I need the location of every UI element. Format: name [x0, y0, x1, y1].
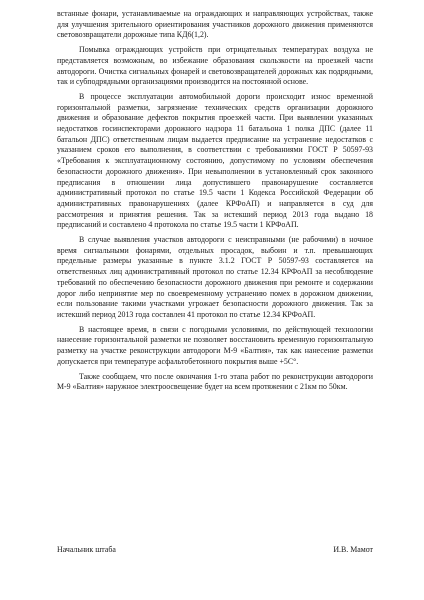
paragraph-street-lighting: Также сообщаем, что после окончания 1-го этапа работ по реконструкции автодороги М-9 «Балтия» наружное электроосвещение будет на всем протяжении с 21км по 50км. [57, 371, 373, 392]
paragraph-marking-wear: В процессе эксплуатации автомобильной дороги происходит износ временной горизонтальной разметки, загрязнение технических средств организации дорожного движения и образование дефектов покрытия проезжей части. При выявлении указанных недостатков госинспекторами дорожного надзора 11 батальона 1 полка ДПС (далее 11 батальон ДПС) ответственным лицам выдается предписание на устранение недостатков с указанием сроков его выполнения, в соответствии с требованиями ГОСТ Р 50597-93 «Требования к эксплуатационному состоянию, допустимому по условиям обеспечения безопасности дорожного движения». При невыполнении в установленный срок законного предписания в отношении лица допустившего правонарушение составляется административный протокол по статье 19.5 части 1 Кодекса Российской Федерации об административных правонарушениях (далее КРФоАП) и направляется в суд для рассмотрения и принятия решения. Так за истекший период 2013 года выдано 18 предписаний и составлено 4 протокола по статье 19.5 части 1 КРФоАП. [57, 91, 373, 230]
paragraph-lighting-devices: встанные фонари, устанавливаемые на ограждающих и направляющих устройствах, также для улучшения зрительного ориентирования участников дорожного движения применяются световозвращатели дорожные типа КД6(1,2). [57, 9, 373, 40]
signature-block [57, 544, 373, 556]
signature-name: И.В. Мамот [333, 545, 373, 554]
document-body [57, 9, 373, 393]
paragraph-weather-conditions: В настоящее время, в связи с погодными условиями, по действующей технологии нанесение горизонтальной разметки не позволяет восстановить временную горизонтальную разметку на участке реконструкции автодороги М-9 «Балтия», так как нанесение разметки допускается при температуре асфальтобетонного покрытия выше +5С°. [57, 324, 373, 366]
paragraph-barrier-washing: Помывка ограждающих устройств при отрицательных температурах воздуха не представляется возможным, во избежание образования скользкости на проезжей части автодороги. Очистка сигнальных фонарей и световозвращателей дорожных как подрядными, так и субподрядными организациями производится на постоянной основе. [57, 45, 373, 87]
paragraph-road-defects: В случае выявления участков автодороги с неисправными (не рабочими) в ночное время сигнальными фонарями, отдельных просадок, выбоин и т.п. превышающих предельные размеры указанные в пункте 3.1.2 ГОСТ Р 50597-93 составляется на ответственных лиц административный протокол по статье 12.34 КРФоАП за несоблюдение требований по обеспечению безопасности дорожного движения при ремонте и содержании дорог либо непринятие мер по своевременному устранению помех в дорожном движении, если пользование такими участками угрожает безопасности дорожного движения. Так за истекший период 2013 года составлен 41 протокол по статье 12.34 КРФоАП. [57, 235, 373, 319]
signature-title: Начальник штаба [57, 545, 116, 554]
